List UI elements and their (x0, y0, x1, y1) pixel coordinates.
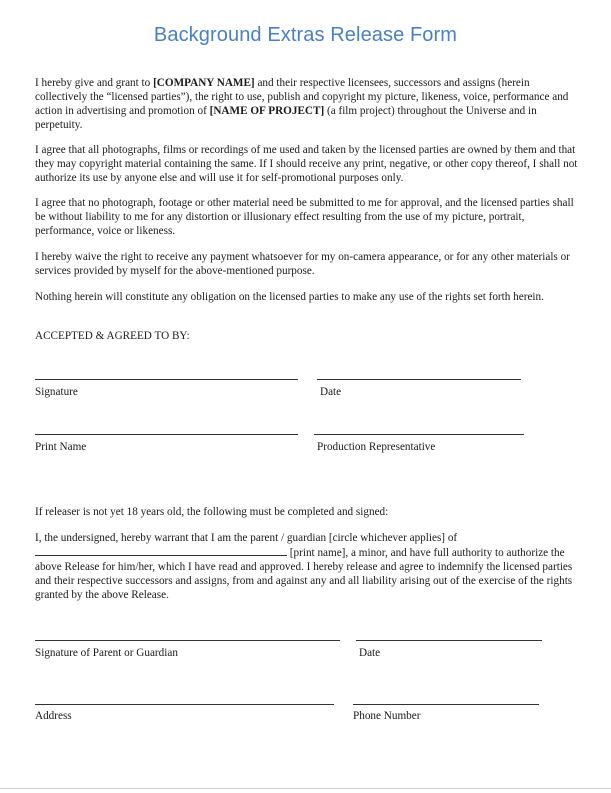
project-name-placeholder: [NAME OF PROJECT] (209, 105, 325, 117)
minor-intro: If releaser is not yet 18 years old, the following must be completed and signed: (35, 506, 389, 518)
parent-signature-label: Signature of Parent or Guardian (35, 647, 178, 659)
phone-line[interactable] (353, 704, 539, 705)
grant-text-b: and their respective licensees, successors and assigns (herein collectively the “licensed parties”), the right to use, publish and copyright my picture, likeness, voice, performance and action in advertising and promotion of (35, 77, 569, 117)
parent-date-line[interactable] (356, 640, 542, 641)
signature-label: Signature (35, 386, 78, 398)
production-rep-line[interactable] (314, 434, 524, 435)
parent-date-label: Date (359, 647, 381, 659)
parent-signature-line[interactable] (35, 640, 340, 641)
grant-paragraph (35, 76, 580, 132)
grant-text-c: (a film project) throughout the Universe and in perpetuity. (35, 105, 537, 131)
production-rep-label: Production Representative (317, 441, 436, 453)
payment-waiver-paragraph: I hereby waive the right to receive any payment whatsoever for my on-camera appearance, or for any other materials or services provided by myself for the above-mentioned purpose. (35, 251, 570, 277)
print-name-line[interactable] (35, 434, 298, 435)
signature-line[interactable] (35, 379, 298, 380)
phone-label: Phone Number (353, 710, 421, 722)
grant-text-a: I hereby give and grant to (35, 77, 154, 89)
ownership-paragraph: I agree that all photographs, films or recordings of me used and taken by the licensed parties are owned by them and that they may copyright material containing the same. If I should receive any print, negative, or other copy thereof, I shall not authorize its use by anyone else and will use it for self-promotional purposes only. (35, 144, 578, 184)
guardian-paragraph (35, 531, 580, 602)
date-line[interactable] (317, 379, 521, 380)
page-bottom-divider (0, 788, 611, 789)
print-name-label: Print Name (35, 441, 87, 453)
guardian-text-a: I, the undersigned, hereby warrant that I am the parent / guardian [circle whichever applies] of (35, 532, 458, 544)
address-line[interactable] (35, 704, 334, 705)
company-name-placeholder: [COMPANY NAME] (153, 77, 255, 89)
minor-name-blank[interactable] (35, 545, 287, 556)
date-label: Date (320, 386, 342, 398)
guardian-text-b: [print name], a minor, and have full authority to authorize the above Release for him/her, which I have read and approved. I hereby release and agree to indemnify the licensed parties and their respective successors and assigns, from and against any and all liability arising out of the exercise of the rights granted by the above Release. (35, 547, 573, 601)
obligation-paragraph: Nothing herein will constitute any obligation on the licensed parties to make any use of the rights set forth herein. (35, 291, 544, 303)
approval-paragraph: I agree that no photograph, footage or other material need be submitted to me for approval, and the licensed parties shall be without liability to me for any distortion or illusionary effect resulting from the use of my picture, portrait, performance, voice or likeness. (35, 197, 574, 237)
accepted-heading: ACCEPTED & AGREED TO BY: (35, 330, 190, 342)
form-title: Background Extras Release Form (153, 24, 458, 46)
address-label: Address (35, 710, 72, 722)
